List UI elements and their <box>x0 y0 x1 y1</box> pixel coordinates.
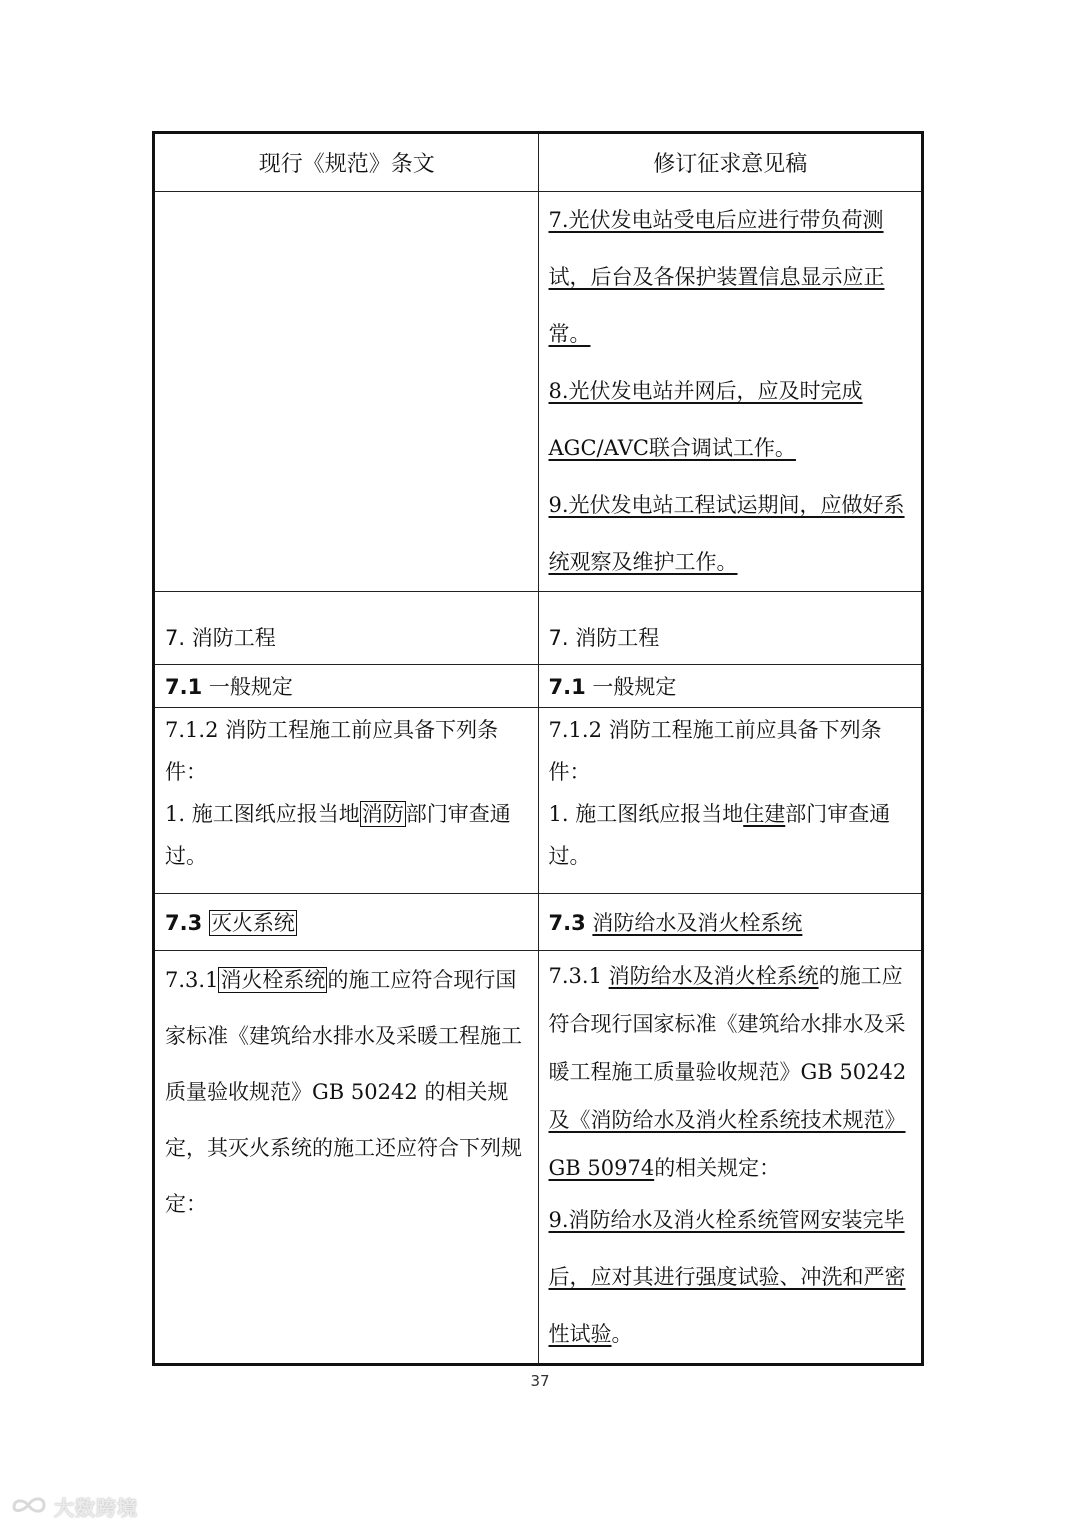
current-cell <box>154 708 539 894</box>
revised-section-number: 7.3 <box>548 911 586 935</box>
revised-cell <box>538 894 923 951</box>
page-number: 37 <box>530 1372 550 1390</box>
revised-731-underlined-1: 消防给水及消火栓系统 <box>608 964 819 988</box>
revised-item-9-fire-text: 9.消防给水及消火栓系统管网安装完毕后，应对其进行强度试验、冲洗和严密性试验 <box>548 1208 906 1346</box>
revised-section-underlined: 消防给水及消火栓系统 <box>592 911 803 935</box>
revised-item-8-text: 8.光伏发电站并网后，应及时完成AGC/AVC联合调试工作。 <box>548 379 863 460</box>
revised-clause-intro: 7.1.2 消防工程施工前应具备下列条件： <box>548 718 882 784</box>
revised-item-9 <box>549 477 913 591</box>
current-clause-item <box>165 793 529 877</box>
current-cell <box>154 951 539 1365</box>
revised-cell <box>538 951 923 1365</box>
revised-731-text-2: 的相关规定： <box>654 1156 781 1180</box>
current-item-prefix: 1. 施工图纸应报当地 <box>165 802 360 826</box>
revised-item-underlined: 住建 <box>743 802 786 826</box>
revised-item-9-text: 9.光伏发电站工程试运期间，应做好系统观察及维护工作。 <box>548 493 905 574</box>
infinity-logo-icon <box>10 1493 48 1519</box>
header-revised-draft: 修订征求意见稿 <box>538 133 923 192</box>
current-clause-731 <box>165 952 529 1232</box>
revised-item-7 <box>549 192 913 363</box>
revised-item-7-text: 7.光伏发电站受电后应进行带负荷测试，后台及各保护装置信息显示应正常。 <box>548 208 885 346</box>
revised-cell <box>538 665 923 708</box>
current-item-suffix: 部门审查通过。 <box>165 802 511 868</box>
revised-item-8 <box>549 363 913 477</box>
comparison-table <box>152 131 924 1366</box>
table-row <box>154 951 923 1365</box>
revised-section-title: 一般规定 <box>585 675 677 699</box>
revised-chapter-title: 7. 消防工程 <box>548 626 660 650</box>
current-section-title: 一般规定 <box>202 675 293 699</box>
revised-item-suffix: 部门审查通过。 <box>548 802 891 868</box>
table-row <box>154 894 923 951</box>
current-cell-empty <box>154 192 539 592</box>
current-item-boxed: 消防 <box>361 802 404 826</box>
current-chapter-title: 7. 消防工程 <box>165 626 276 650</box>
current-clause-intro: 7.1.2 消防工程施工前应具备下列条件： <box>165 718 499 784</box>
current-section-number: 7.3 <box>165 911 203 935</box>
revised-item-9-fire-end: 。 <box>611 1322 633 1346</box>
revised-cell <box>538 592 923 665</box>
current-cell <box>154 592 539 665</box>
current-731-text: 的施工应符合现行国家标准《建筑给水排水及采暖工程施工质量验收规范》GB 50242 的相关规定，其灭火系统的施工还应符合下列规定： <box>165 968 522 1216</box>
table-row <box>154 192 923 592</box>
current-731-prefix: 7.3.1 <box>165 968 219 992</box>
revised-clause-item <box>549 793 913 877</box>
watermark-text: 大数跨境 <box>54 1495 138 1520</box>
current-cell <box>154 665 539 708</box>
current-731-boxed: 消火栓系统 <box>220 968 326 992</box>
watermark <box>10 1490 138 1522</box>
revised-731-prefix: 7.3.1 <box>548 964 609 988</box>
table-row <box>154 592 923 665</box>
revised-731-text-1: 的施工应符合现行国家标准《建筑给水排水及采暖工程施工质量验收规范》GB 50242 <box>548 964 907 1084</box>
revised-section-number: 7.1 <box>548 675 586 699</box>
current-section-boxed: 灭火系统 <box>210 911 295 935</box>
table-header-row <box>154 133 923 192</box>
current-cell <box>154 894 539 951</box>
current-section-number: 7.1 <box>165 675 203 699</box>
revised-item-prefix: 1. 施工图纸应报当地 <box>548 802 744 826</box>
revised-item-9-fire <box>549 1192 913 1363</box>
revised-731-underlined-2: 及《消防给水及消火栓系统技术规范》GB 50974 <box>548 1108 906 1180</box>
header-current-clause: 现行《规范》条文 <box>154 133 539 192</box>
revised-cell <box>538 192 923 592</box>
revised-clause-731 <box>549 952 913 1192</box>
table-row <box>154 665 923 708</box>
revised-cell <box>538 708 923 894</box>
table-row <box>154 708 923 894</box>
